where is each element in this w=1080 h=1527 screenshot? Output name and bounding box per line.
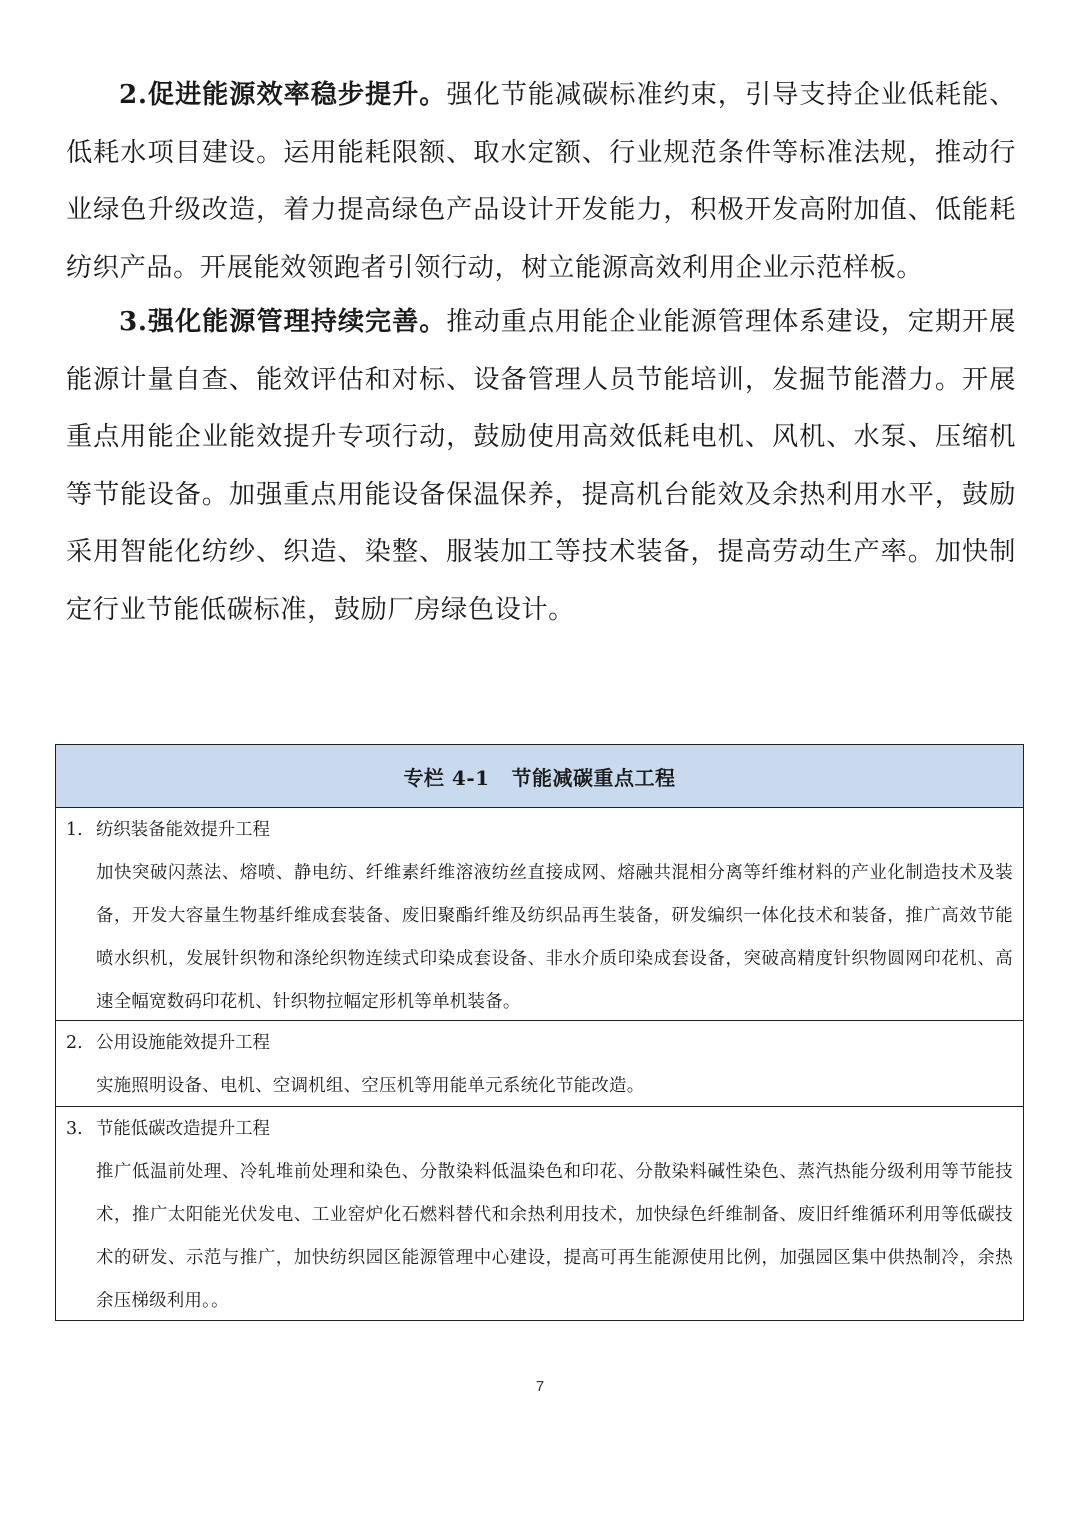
paragraph-heading: 2.促进能源效率稳步提升。	[119, 79, 447, 110]
column-box-4-1	[55, 744, 1024, 1321]
section-title	[66, 1031, 1013, 1055]
paragraph-text: 强化节能减碳标准约束，引导支持企业低耗能、低耗水项目建设。运用能耗限额、取水定额、行业规范条件等标准法规，推动行业绿色升级改造，着力提高绿色产品设计开发能力，积极开发高附加值、低能耗纺织产品。开展能效领跑者引领行动，树立能源高效利用企业示范样板。	[66, 80, 1016, 283]
section-number: 1.	[66, 820, 83, 840]
box-section-utilities	[56, 1021, 1023, 1107]
page-number: 7	[535, 1378, 545, 1395]
column-box-title: 节能减碳重点工程	[511, 765, 676, 790]
paragraph-heading: 3.强化能源管理持续完善。	[119, 306, 447, 337]
box-section-low-carbon	[56, 1107, 1023, 1320]
column-box-header	[56, 745, 1023, 808]
section-title-text: 纺织装备能效提升工程	[96, 820, 270, 840]
section-title	[66, 818, 1013, 842]
section-title-text: 节能低碳改造提升工程	[96, 1119, 270, 1139]
section-number: 2.	[66, 1033, 83, 1053]
section-body: 实施照明设备、电机、空调机组、空压机等用能单元系统化节能改造。	[96, 1076, 645, 1096]
paragraph-energy-management	[66, 293, 1016, 639]
column-box-label: 专栏 4-1	[403, 765, 490, 790]
section-title-text: 公用设施能效提升工程	[96, 1033, 270, 1053]
paragraph-energy-efficiency	[66, 66, 1016, 297]
paragraph-text: 推动重点用能企业能源管理体系建设，定期开展能源计量自查、能效评估和对标、设备管理人员节能培训，发掘节能潜力。开展重点用能企业能效提升专项行动，鼓励使用高效低耗电机、风机、水泵、压缩机等节能设备。加强重点用能设备保温保养，提高机台能效及余热利用水平，鼓励采用智能化纺纱、织造、染整、服装加工等技术装备，提高劳动生产率。加快制定行业节能低碳标准，鼓励厂房绿色设计。	[66, 307, 1016, 625]
section-number: 3.	[66, 1119, 83, 1139]
section-title	[66, 1117, 1013, 1141]
box-section-equipment	[56, 808, 1023, 1021]
section-body: 推广低温前处理、冷轧堆前处理和染色、分散染料低温染色和印花、分散染料碱性染色、蒸汽热能分级利用等节能技术，推广太阳能光伏发电、工业窑炉化石燃料替代和余热利用技术，加快绿色纤维制备、废旧纤维循环利用等低碳技术的研发、示范与推广，加快纺织园区能源管理中心建设，提高可再生能源使用比例，加强园区集中供热制冷，余热余压梯级利用。。	[96, 1162, 1013, 1311]
section-body: 加快突破闪蒸法、熔喷、静电纺、纤维素纤维溶液纺丝直接成网、熔融共混相分离等纤维材料的产业化制造技术及装备，开发大容量生物基纤维成套装备、废旧聚酯纤维及纺织品再生装备，研发编织一体化技术和装备，推广高效节能喷水织机，发展针织物和涤纶织物连续式印染成套设备、非水介质印染成套设备，突破高精度针织物圆网印花机、高速全幅宽数码印花机、针织物拉幅定形机等单机装备。	[96, 863, 1013, 1012]
